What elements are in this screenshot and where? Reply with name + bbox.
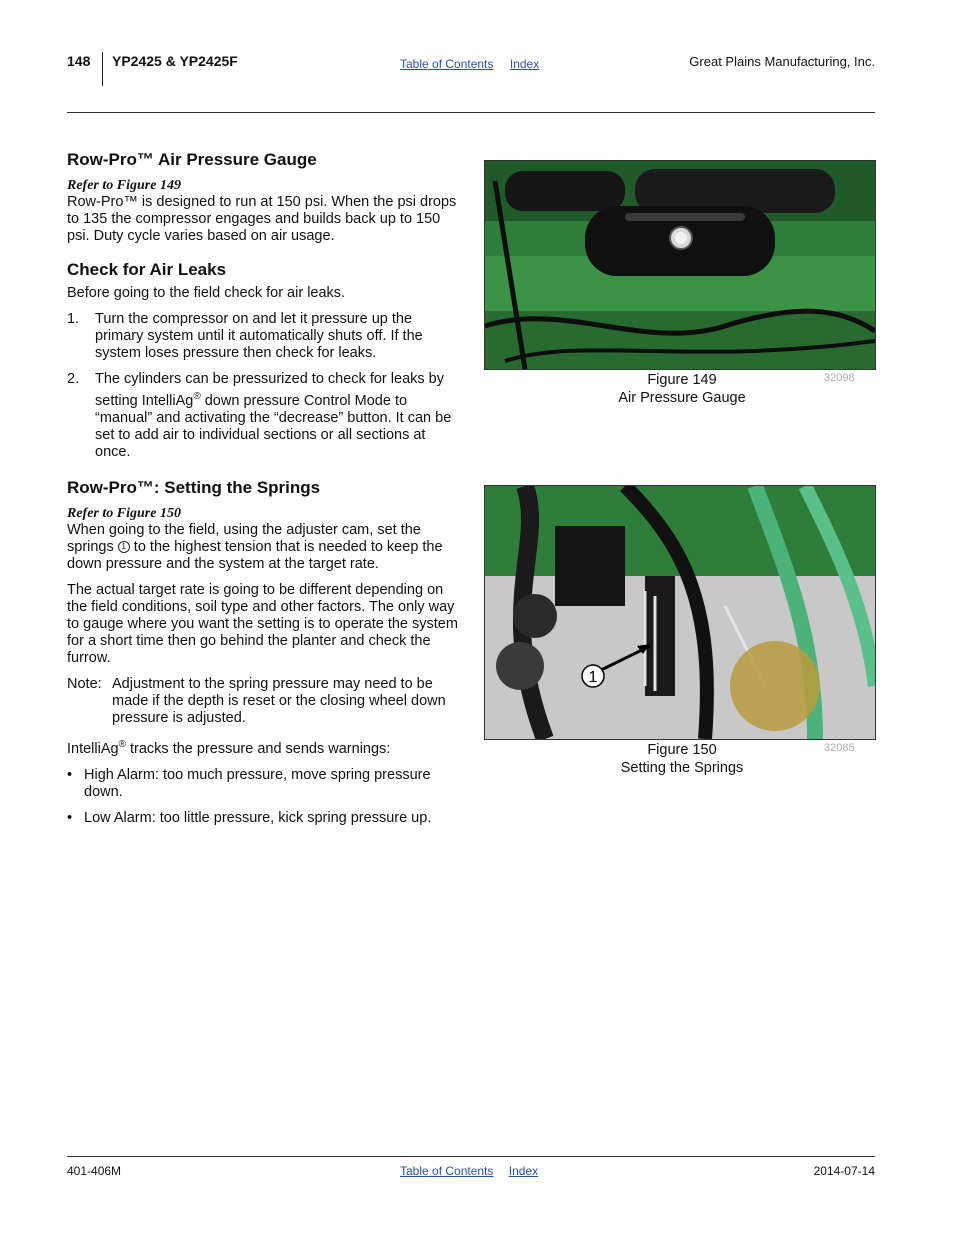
footer-nav [400, 1164, 538, 1178]
footer-date: 2014-07-14 [813, 1164, 875, 1178]
callout-marker: 1 [118, 541, 130, 553]
left-column [67, 150, 459, 836]
text: When going to the field, using the adjuster cam, set the springs [67, 521, 421, 555]
note [67, 676, 459, 727]
note-text: Adjustment to the spring pressure may need to be made if the depth is reset or the closing wheel down pressure is adjusted. [112, 675, 446, 726]
figure-149-image-number: 32098 [824, 372, 855, 384]
footer-toc-link[interactable]: Table of Contents [400, 1164, 494, 1178]
registered-mark: ® [118, 738, 126, 750]
bullet: • [67, 766, 73, 783]
list-item [67, 371, 459, 461]
text: IntelliAg [67, 740, 119, 757]
air-tank-illustration [485, 161, 875, 369]
figure-label: Figure 150 [647, 742, 717, 758]
bullet-text: Low Alarm: too little pressure, kick spring pressure up. [84, 809, 432, 826]
header-toc-link[interactable]: Table of Contents [400, 57, 494, 71]
header-divider [102, 52, 103, 86]
figure-caption: Air Pressure Gauge [618, 390, 746, 406]
step-text: The cylinders can be pressurized to check for leaks by setting IntelliAg [95, 371, 444, 409]
part-number: 401-406M [67, 1164, 122, 1178]
figure-149-photo [484, 160, 876, 370]
step-number: 1. [67, 311, 80, 327]
paragraph-air-pressure: Row-Pro™ is designed to run at 150 psi. When the psi drops to 135 the compressor engages and builds back up to 150 psi. Duty cycle varies based on air usage. [67, 194, 457, 244]
section-heading-springs: Row-Pro™: Setting the Springs [67, 477, 321, 497]
paragraph-air-leaks-intro: Before going to the field check for air leaks. [67, 285, 346, 301]
figure-149-caption [560, 371, 804, 407]
step-text: down pressure Control Mode to “manual” and activating the “decrease” button. It can be set to add air to individual sections or all sections at once. [95, 392, 452, 460]
text: tracks the pressure and sends warnings: [125, 740, 391, 757]
footer-index-link[interactable]: Index [508, 1164, 539, 1178]
springs-illustration [485, 486, 875, 739]
header-nav [400, 55, 551, 73]
figure-caption: Setting the Springs [620, 760, 744, 776]
list-item [67, 311, 459, 362]
figure-150-photo [484, 485, 876, 740]
registered-mark: ® [193, 391, 201, 402]
figure-150-image-number: 32085 [824, 742, 855, 754]
air-leak-steps [67, 311, 459, 461]
header-index-link[interactable]: Index [509, 57, 540, 71]
list-item [67, 767, 459, 801]
list-item [67, 810, 459, 827]
figure-reference: Refer to Figure 150 [67, 505, 181, 521]
page-number: 148 [67, 53, 91, 69]
bullet-text: High Alarm: too much pressure, move spring pressure down. [84, 766, 431, 800]
footer-rule [67, 1156, 875, 1157]
figure-150-caption [560, 741, 804, 777]
paragraph-intelliag [67, 736, 459, 758]
section-heading-air-pressure: Row-Pro™ Air Pressure Gauge [67, 150, 317, 169]
section-heading-air-leaks: Check for Air Leaks [67, 260, 227, 279]
callout-number: 1 [588, 669, 598, 686]
step-number: 2. [67, 371, 80, 387]
bullet: • [67, 809, 73, 826]
document-title: YP2425 & YP2425F [112, 53, 238, 69]
paragraph-springs-1 [67, 522, 459, 573]
step-text: Turn the compressor on and let it pressure up the primary system until it automatically shuts off. If the system loses pressure then check for leaks. [95, 311, 423, 361]
paragraph-springs-2: The actual target rate is going to be different depending on the field conditions, soil type and other factors. The only way to gauge where you want the setting is to operate the system for a short time then go behind the planter and check the furrow. [67, 581, 458, 666]
figure-reference: Refer to Figure 149 [67, 178, 181, 193]
alarm-list [67, 767, 459, 827]
text: to the highest tension that is needed to keep the down pressure and the system at the target rate. [67, 538, 443, 572]
note-label: Note: [67, 675, 102, 692]
header-rule [67, 112, 875, 113]
figure-label: Figure 149 [647, 372, 717, 388]
company-name: Great Plains Manufacturing, Inc. [689, 54, 875, 69]
